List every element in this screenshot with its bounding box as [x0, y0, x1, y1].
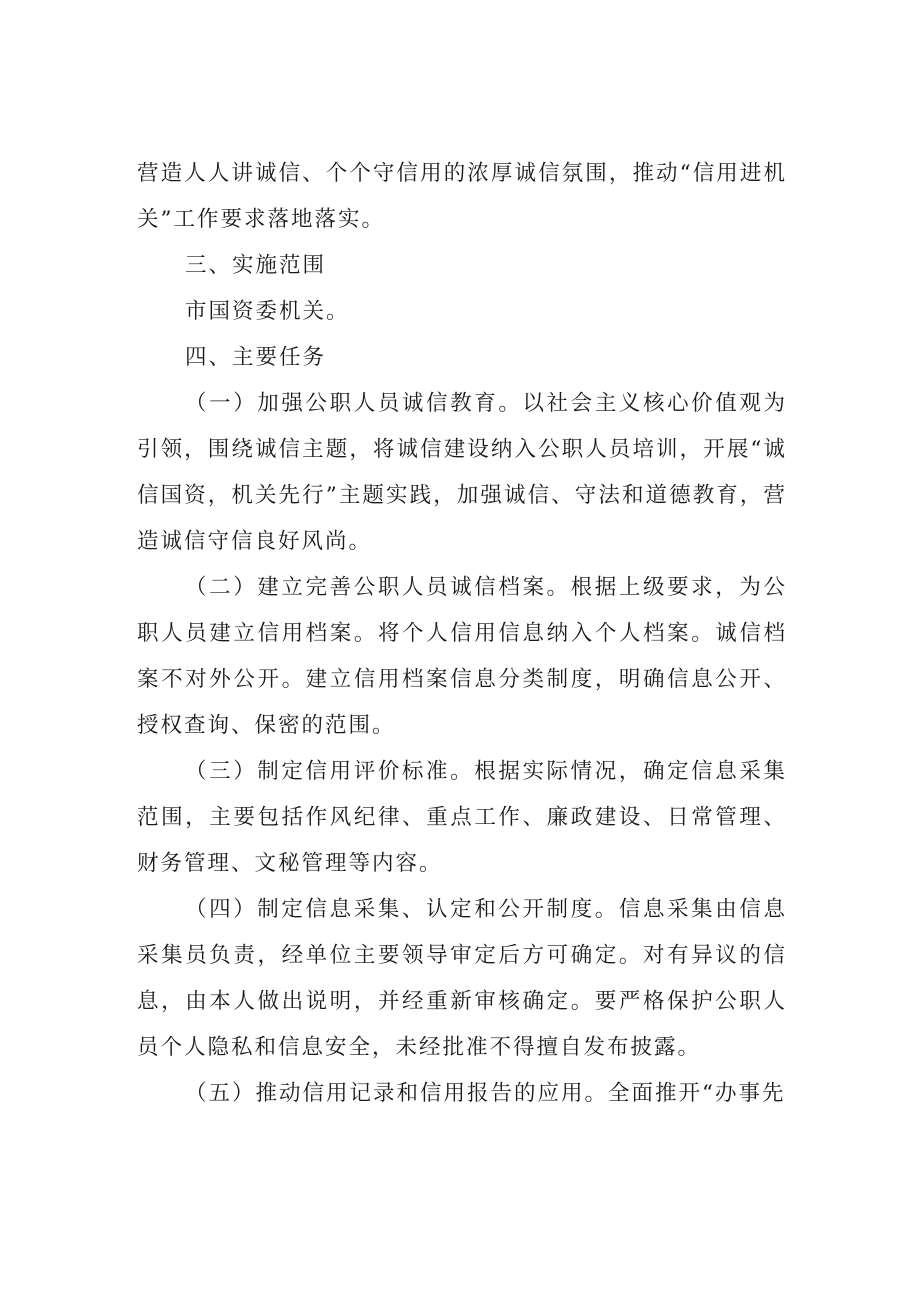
section-heading-tasks: 四、主要任务	[185, 345, 327, 370]
paragraph-task-3: （三）制定信用评价标准。根据实际情况，确定信息采集范围，主要包括作风纪律、重点工作、廉政建设、日常管理、财务管理、文秘管理等内容。	[137, 759, 787, 876]
paragraph-continuation: 营造人人讲诚信、个个守信用的浓厚诚信氛围，推动“信用进机关”工作要求落地落实。	[137, 161, 787, 232]
section-heading-scope: 三、实施范围	[185, 253, 327, 278]
paragraph-task-1: （一）加强公职人员诚信教育。以社会主义核心价值观为引领，围绕诚信主题，将诚信建设纳入公职人员培训，开展“诚信国资，机关先行”主题实践，加强诚信、守法和道德教育，营造诚信守信良好风尚。	[137, 391, 787, 554]
paragraph-task-5: （五）推动信用记录和信用报告的应用。全面推开“办事先	[185, 1081, 786, 1106]
paragraph-scope: 市国资委机关。	[185, 299, 350, 324]
document-page	[137, 151, 787, 1117]
paragraph-task-2: （二）建立完善公职人员诚信档案。根据上级要求，为公职人员建立信用档案。将个人信用信息纳入个人档案。诚信档案不对外公开。建立信用档案信息分类制度，明确信息公开、授权查询、保密的范围。	[137, 575, 787, 738]
paragraph-task-4: （四）制定信息采集、认定和公开制度。信息采集由信息采集员负责，经单位主要领导审定后方可确定。对有异议的信息，由本人做出说明，并经重新审核确定。要严格保护公职人员个人隐私和信息安全，未经批准不得擅自发布披露。	[137, 897, 787, 1060]
